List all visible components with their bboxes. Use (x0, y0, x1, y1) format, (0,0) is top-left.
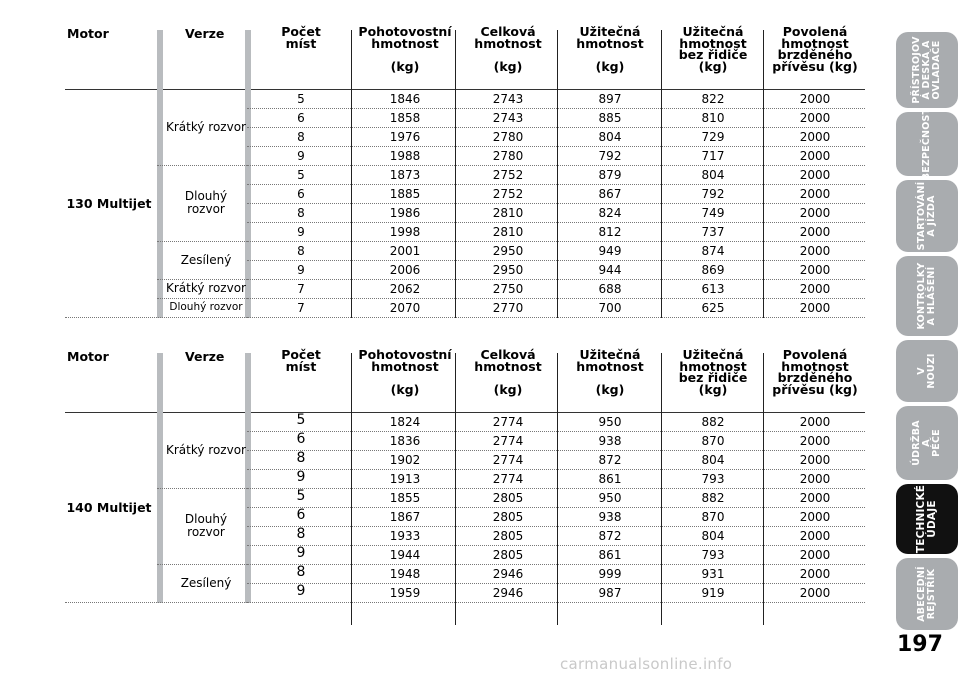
cell-payload: 861 (598, 548, 622, 562)
cell-seats: 8 (297, 206, 305, 220)
cell-seats: 9 (297, 225, 305, 239)
cell-trailer: 2000 (799, 586, 831, 600)
cell-payload-no-driver: 919 (701, 586, 725, 600)
cell-trailer: 2000 (799, 111, 831, 125)
cell-trailer: 2000 (799, 130, 831, 144)
table-row (247, 299, 865, 318)
table-row (247, 280, 865, 299)
tab-label: ABECEDNÍ REJSTŘÍK (916, 566, 937, 622)
header-gross: Celková hmotnost (kg) (474, 347, 542, 397)
cell-gross: 2743 (492, 92, 524, 106)
cell-seats: 9 (297, 263, 305, 277)
cell-payload: 949 (598, 244, 622, 258)
cell-kerb: 1976 (389, 130, 421, 144)
cell-payload-no-driver: 870 (701, 510, 725, 524)
table-row (247, 508, 865, 527)
cell-seats: 5 (297, 168, 305, 182)
cell-kerb: 2062 (389, 282, 421, 296)
cell-seats: 8 (297, 244, 305, 258)
cell-seats: 5 (297, 92, 305, 106)
cell-gross: 2805 (492, 548, 524, 562)
version-label: Dlouhý rozvor (184, 512, 228, 539)
cell-kerb: 1986 (389, 206, 421, 220)
cell-payload-no-driver: 882 (701, 415, 725, 429)
cell-gross: 2780 (492, 149, 524, 163)
cell-gross: 2770 (492, 301, 524, 315)
cell-seats: 7 (297, 301, 305, 315)
cell-payload: 879 (598, 168, 622, 182)
cell-gross: 2780 (492, 130, 524, 144)
table-row (247, 90, 865, 109)
cell-kerb: 1824 (389, 415, 421, 429)
cell-seats: 5 (296, 412, 306, 428)
table-row (247, 432, 865, 451)
cell-kerb: 1913 (389, 472, 421, 486)
tab-technicke[interactable] (896, 484, 958, 554)
version-separator (157, 488, 247, 489)
table-row (247, 128, 865, 147)
motor-name: 140 Multijet (66, 500, 152, 515)
cell-gross: 2750 (492, 282, 524, 296)
cell-payload: 872 (598, 453, 622, 467)
table-header (65, 22, 865, 90)
table-header (65, 345, 865, 413)
cell-trailer: 2000 (799, 491, 831, 505)
version-label: Zesílený (180, 252, 232, 267)
cell-gross: 2810 (492, 225, 524, 239)
cell-payload-no-driver: 804 (701, 453, 725, 467)
cell-seats: 6 (297, 111, 305, 125)
tab-bezpecnost[interactable] (896, 107, 958, 181)
cell-payload: 872 (598, 529, 622, 543)
version-label: Dlouhý rozvor (184, 189, 228, 216)
cell-gross: 2752 (492, 168, 524, 182)
header-verze: Verze (185, 349, 225, 364)
cell-trailer: 2000 (799, 510, 831, 524)
cell-trailer: 2000 (799, 301, 831, 315)
cell-trailer: 2000 (799, 472, 831, 486)
header-seats: Počet míst (281, 347, 321, 374)
cell-payload-no-driver: 810 (701, 111, 725, 125)
cell-trailer: 2000 (799, 434, 831, 448)
cell-kerb: 1855 (389, 491, 421, 505)
cell-trailer: 2000 (799, 282, 831, 296)
version-separator (157, 298, 247, 299)
cell-payload: 950 (598, 491, 622, 505)
cell-payload-no-driver: 804 (701, 168, 725, 182)
table-row (247, 565, 865, 584)
table-row (247, 109, 865, 128)
cell-payload-no-driver: 931 (701, 567, 725, 581)
tab-abecedni[interactable] (896, 558, 958, 630)
cell-kerb: 1846 (389, 92, 421, 106)
cell-payload-no-driver: 737 (701, 225, 725, 239)
table-row (247, 413, 865, 432)
table-row (247, 527, 865, 546)
cell-kerb: 1959 (389, 586, 421, 600)
cell-trailer: 2000 (799, 567, 831, 581)
cell-payload: 792 (598, 149, 622, 163)
tab-label: STARTOVÁNÍ A JÍZDA (916, 181, 937, 251)
cell-payload: 999 (598, 567, 622, 581)
table-row (247, 185, 865, 204)
weights-table-130-multijet (65, 22, 865, 324)
motor-name: 130 Multijet (66, 196, 152, 211)
tab-kontrolky[interactable] (896, 256, 958, 336)
table-row (247, 166, 865, 185)
cell-seats: 9 (296, 469, 306, 485)
version-label: Zesílený (180, 575, 232, 590)
tab-label: KONTROLKY A HLÁŠENÍ (916, 262, 937, 330)
cell-kerb: 2006 (389, 263, 421, 277)
tab-label: TECHNICKÉ ÚDAJE (915, 484, 938, 554)
cell-gross: 2774 (492, 434, 524, 448)
version-separator (157, 279, 247, 280)
cell-seats: 9 (297, 149, 305, 163)
cell-gross: 2774 (492, 453, 524, 467)
cell-kerb: 1858 (389, 111, 421, 125)
header-trailer: Povolená hmotnost brzděného přívěsu (kg) (772, 24, 858, 74)
cell-gross: 2805 (492, 510, 524, 524)
cell-seats: 6 (296, 507, 306, 523)
table-bottom-rule (65, 602, 865, 603)
cell-kerb: 1885 (389, 187, 421, 201)
cell-seats: 9 (296, 545, 306, 561)
version-label: Krátký rozvor (166, 442, 246, 457)
cell-payload: 804 (598, 130, 622, 144)
cell-payload-no-driver: 793 (701, 472, 725, 486)
table-bottom-rule (65, 317, 865, 318)
cell-trailer: 2000 (799, 168, 831, 182)
cell-gross: 2752 (492, 187, 524, 201)
header-trailer: Povolená hmotnost brzděného přívěsu (kg) (772, 347, 858, 397)
table-body (65, 90, 865, 318)
cell-gross: 2946 (492, 567, 524, 581)
cell-trailer: 2000 (799, 187, 831, 201)
cell-payload: 885 (598, 111, 622, 125)
header-motor: Motor (67, 349, 109, 364)
cell-trailer: 2000 (799, 415, 831, 429)
cell-seats: 6 (296, 431, 306, 447)
table-row (247, 489, 865, 508)
cell-payload-no-driver: 613 (701, 282, 725, 296)
version-separator (157, 564, 247, 565)
table-row (247, 204, 865, 223)
cell-trailer: 2000 (799, 548, 831, 562)
cell-gross: 2810 (492, 206, 524, 220)
version-separator (157, 165, 247, 166)
cell-gross: 2805 (492, 529, 524, 543)
cell-payload-no-driver: 625 (701, 301, 725, 315)
cell-kerb: 1944 (389, 548, 421, 562)
cell-payload: 938 (598, 510, 622, 524)
cell-payload: 812 (598, 225, 622, 239)
cell-trailer: 2000 (799, 206, 831, 220)
cell-payload-no-driver: 804 (701, 529, 725, 543)
table-row (247, 223, 865, 242)
tab-label: BEZPEČNOST (921, 107, 932, 181)
cell-seats: 9 (296, 583, 306, 599)
cell-payload: 950 (598, 415, 622, 429)
header-payload-no-driver: Užitečná hmotnost bez řidiče (kg) (678, 347, 748, 397)
cell-kerb: 1948 (389, 567, 421, 581)
cell-payload: 867 (598, 187, 622, 201)
cell-trailer: 2000 (799, 263, 831, 277)
cell-payload: 897 (598, 92, 622, 106)
version-label: Krátký rozvor (166, 281, 246, 295)
table-row (247, 242, 865, 261)
cell-gross: 2774 (492, 415, 524, 429)
cell-kerb: 2001 (389, 244, 421, 258)
version-label: Krátký rozvor (166, 119, 246, 134)
cell-gross: 2743 (492, 111, 524, 125)
cell-payload-no-driver: 717 (701, 149, 725, 163)
table-row (247, 470, 865, 489)
cell-gross: 2950 (492, 263, 524, 277)
cell-payload: 688 (598, 282, 622, 296)
header-motor: Motor (67, 26, 109, 41)
table-row (247, 261, 865, 280)
cell-payload: 938 (598, 434, 622, 448)
tab-label: ÚDRŽBA A PÉČE (911, 420, 942, 466)
tab-label: V NOUZI (916, 353, 937, 389)
cell-gross: 2950 (492, 244, 524, 258)
table-row (247, 147, 865, 166)
cell-seats: 8 (297, 130, 305, 144)
cell-kerb: 1988 (389, 149, 421, 163)
cell-seats: 7 (297, 282, 305, 296)
cell-payload: 861 (598, 472, 622, 486)
cell-kerb: 1902 (389, 453, 421, 467)
cell-trailer: 2000 (799, 453, 831, 467)
cell-kerb: 1836 (389, 434, 421, 448)
tab-pristrojov[interactable] (896, 32, 958, 108)
cell-kerb: 1867 (389, 510, 421, 524)
cell-trailer: 2000 (799, 244, 831, 258)
header-gross: Celková hmotnost (kg) (474, 24, 542, 74)
cell-payload: 824 (598, 206, 622, 220)
table-row (247, 451, 865, 470)
cell-trailer: 2000 (799, 225, 831, 239)
cell-payload: 700 (598, 301, 622, 315)
table-body (65, 413, 865, 603)
cell-gross: 2774 (492, 472, 524, 486)
cell-kerb: 2070 (389, 301, 421, 315)
cell-payload-no-driver: 822 (701, 92, 725, 106)
cell-trailer: 2000 (799, 149, 831, 163)
version-label: Dlouhý rozvor (169, 301, 243, 313)
version-separator (157, 241, 247, 242)
cell-seats: 6 (297, 187, 305, 201)
header-payload: Užitečná hmotnost (kg) (576, 347, 644, 397)
cell-trailer: 2000 (799, 92, 831, 106)
watermark: carmanualsonline.info (560, 655, 733, 673)
table-row (247, 584, 865, 603)
cell-payload-no-driver: 792 (701, 187, 725, 201)
cell-seats: 8 (296, 564, 306, 580)
cell-payload-no-driver: 793 (701, 548, 725, 562)
cell-payload: 944 (598, 263, 622, 277)
cell-payload-no-driver: 869 (701, 263, 725, 277)
cell-kerb: 1873 (389, 168, 421, 182)
cell-kerb: 1998 (389, 225, 421, 239)
cell-payload-no-driver: 729 (701, 130, 725, 144)
header-kerb: Pohotovostní hmotnost (kg) (358, 347, 452, 397)
page-number: 197 (897, 632, 943, 657)
cell-payload: 987 (598, 586, 622, 600)
tab-udrzba-a[interactable] (896, 406, 958, 480)
tab-v-nouzi[interactable] (896, 340, 958, 402)
header-payload-no-driver: Užitečná hmotnost bez řidiče (kg) (678, 24, 748, 74)
header-kerb: Pohotovostní hmotnost (kg) (358, 24, 452, 74)
cell-payload-no-driver: 749 (701, 206, 725, 220)
tab-label: PŘÍSTROJOV Á DESKA A OVLADAČE (911, 36, 942, 104)
cell-seats: 8 (296, 526, 306, 542)
weights-table-140-multijet (65, 345, 865, 609)
tab-startovani[interactable] (896, 180, 958, 252)
cell-kerb: 1933 (389, 529, 421, 543)
cell-gross: 2946 (492, 586, 524, 600)
cell-payload-no-driver: 874 (701, 244, 725, 258)
header-payload: Užitečná hmotnost (kg) (576, 24, 644, 74)
header-verze: Verze (185, 26, 225, 41)
cell-trailer: 2000 (799, 529, 831, 543)
cell-seats: 5 (296, 488, 306, 504)
cell-payload-no-driver: 882 (701, 491, 725, 505)
cell-gross: 2805 (492, 491, 524, 505)
header-seats: Počet míst (281, 24, 321, 51)
cell-seats: 8 (296, 450, 306, 466)
cell-payload-no-driver: 870 (701, 434, 725, 448)
table-row (247, 546, 865, 565)
